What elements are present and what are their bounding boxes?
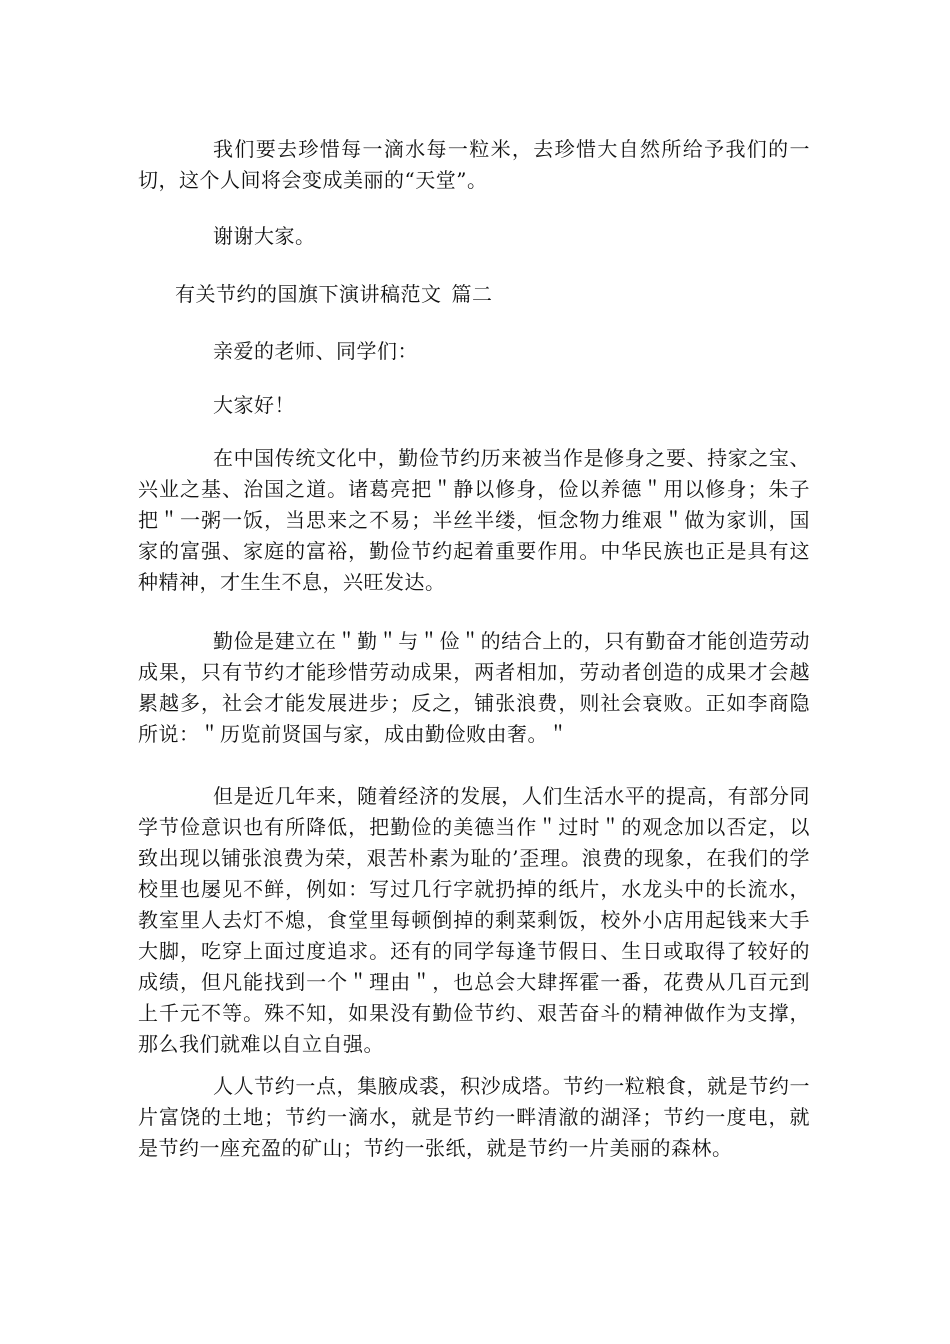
paragraph-diligence: 勤俭是建立在＂勤＂与＂俭＂的结合上的，只有勤奋才能创造劳动成果，只有节约才能珍惜劳动成果，两者相加，劳动者创造的成果才会越累越多，社会才能发展进步；反之，铺张浪费，则社会衰败。正如李商隐所说：＂历览前贤国与家，成由勤俭败由奢。＂ [138,629,810,746]
paragraph-everyone-saves: 人人节约一点，集腋成裘，积沙成塔。节约一粒粮食，就是节约一片富饶的土地；节约一滴水，就是节约一畔清澈的湖泽；节约一度电，就是节约一座充盈的矿山；节约一张纸，就是节约一片美丽的森林。 [138,1074,810,1160]
paragraph-hello-everyone: 大家好！ [213,393,295,417]
section-heading [175,279,493,310]
paragraph-thanks: 谢谢大家。 [213,224,316,248]
section-heading-part: 篇二 [451,282,493,306]
section-heading-title: 有关节约的国旗下演讲稿范文 [175,282,442,306]
paragraph-cherish-water: 我们要去珍惜每一滴水每一粒米，去珍惜大自然所给予我们的一切，这个人间将会变成美丽的“天堂”。 [138,137,810,192]
paragraph-tradition: 在中国传统文化中，勤俭节约历来被当作是修身之要、持家之宝、兴业之基、治国之道。诸葛亮把＂静以修身，俭以养德＂用以修身；朱子把＂一粥一饭，当思来之不易；半丝半缕，恒念物力维艰＂做为家训，国家的富强、家庭的富裕，勤俭节约起着重要作用。中华民族也正是具有这种精神，才生生不息，兴旺发达。 [138,446,810,594]
paragraph-waste: 但是近几年来，随着经济的发展，人们生活水平的提高，有部分同学节俭意识也有所降低，把勤俭的美德当作＂过时＂的观念加以否定，以致出现以铺张浪费为荣，艰苦朴素为耻的’歪理。浪费的现象，在我们的学校里也屡见不鲜，例如：写过几行字就扔掉的纸片，水龙头中的长流水，教室里人去灯不熄，食堂里每顿倒掉的剩菜剩饭，校外小店用起钱来大手大脚，吃穿上面过度追求。还有的同学每逢节假日、生日或取得了较好的成绩，但凡能找到一个＂理由＂，也总会大肆挥霍一番，花费从几百元到上千元不等。殊不知，如果没有勤俭节约、艰苦奋斗的精神做作为支撑，那么我们就难以自立自强。 [138,784,810,1056]
paragraph-greeting-teachers: 亲爱的老师、同学们： [213,339,418,363]
